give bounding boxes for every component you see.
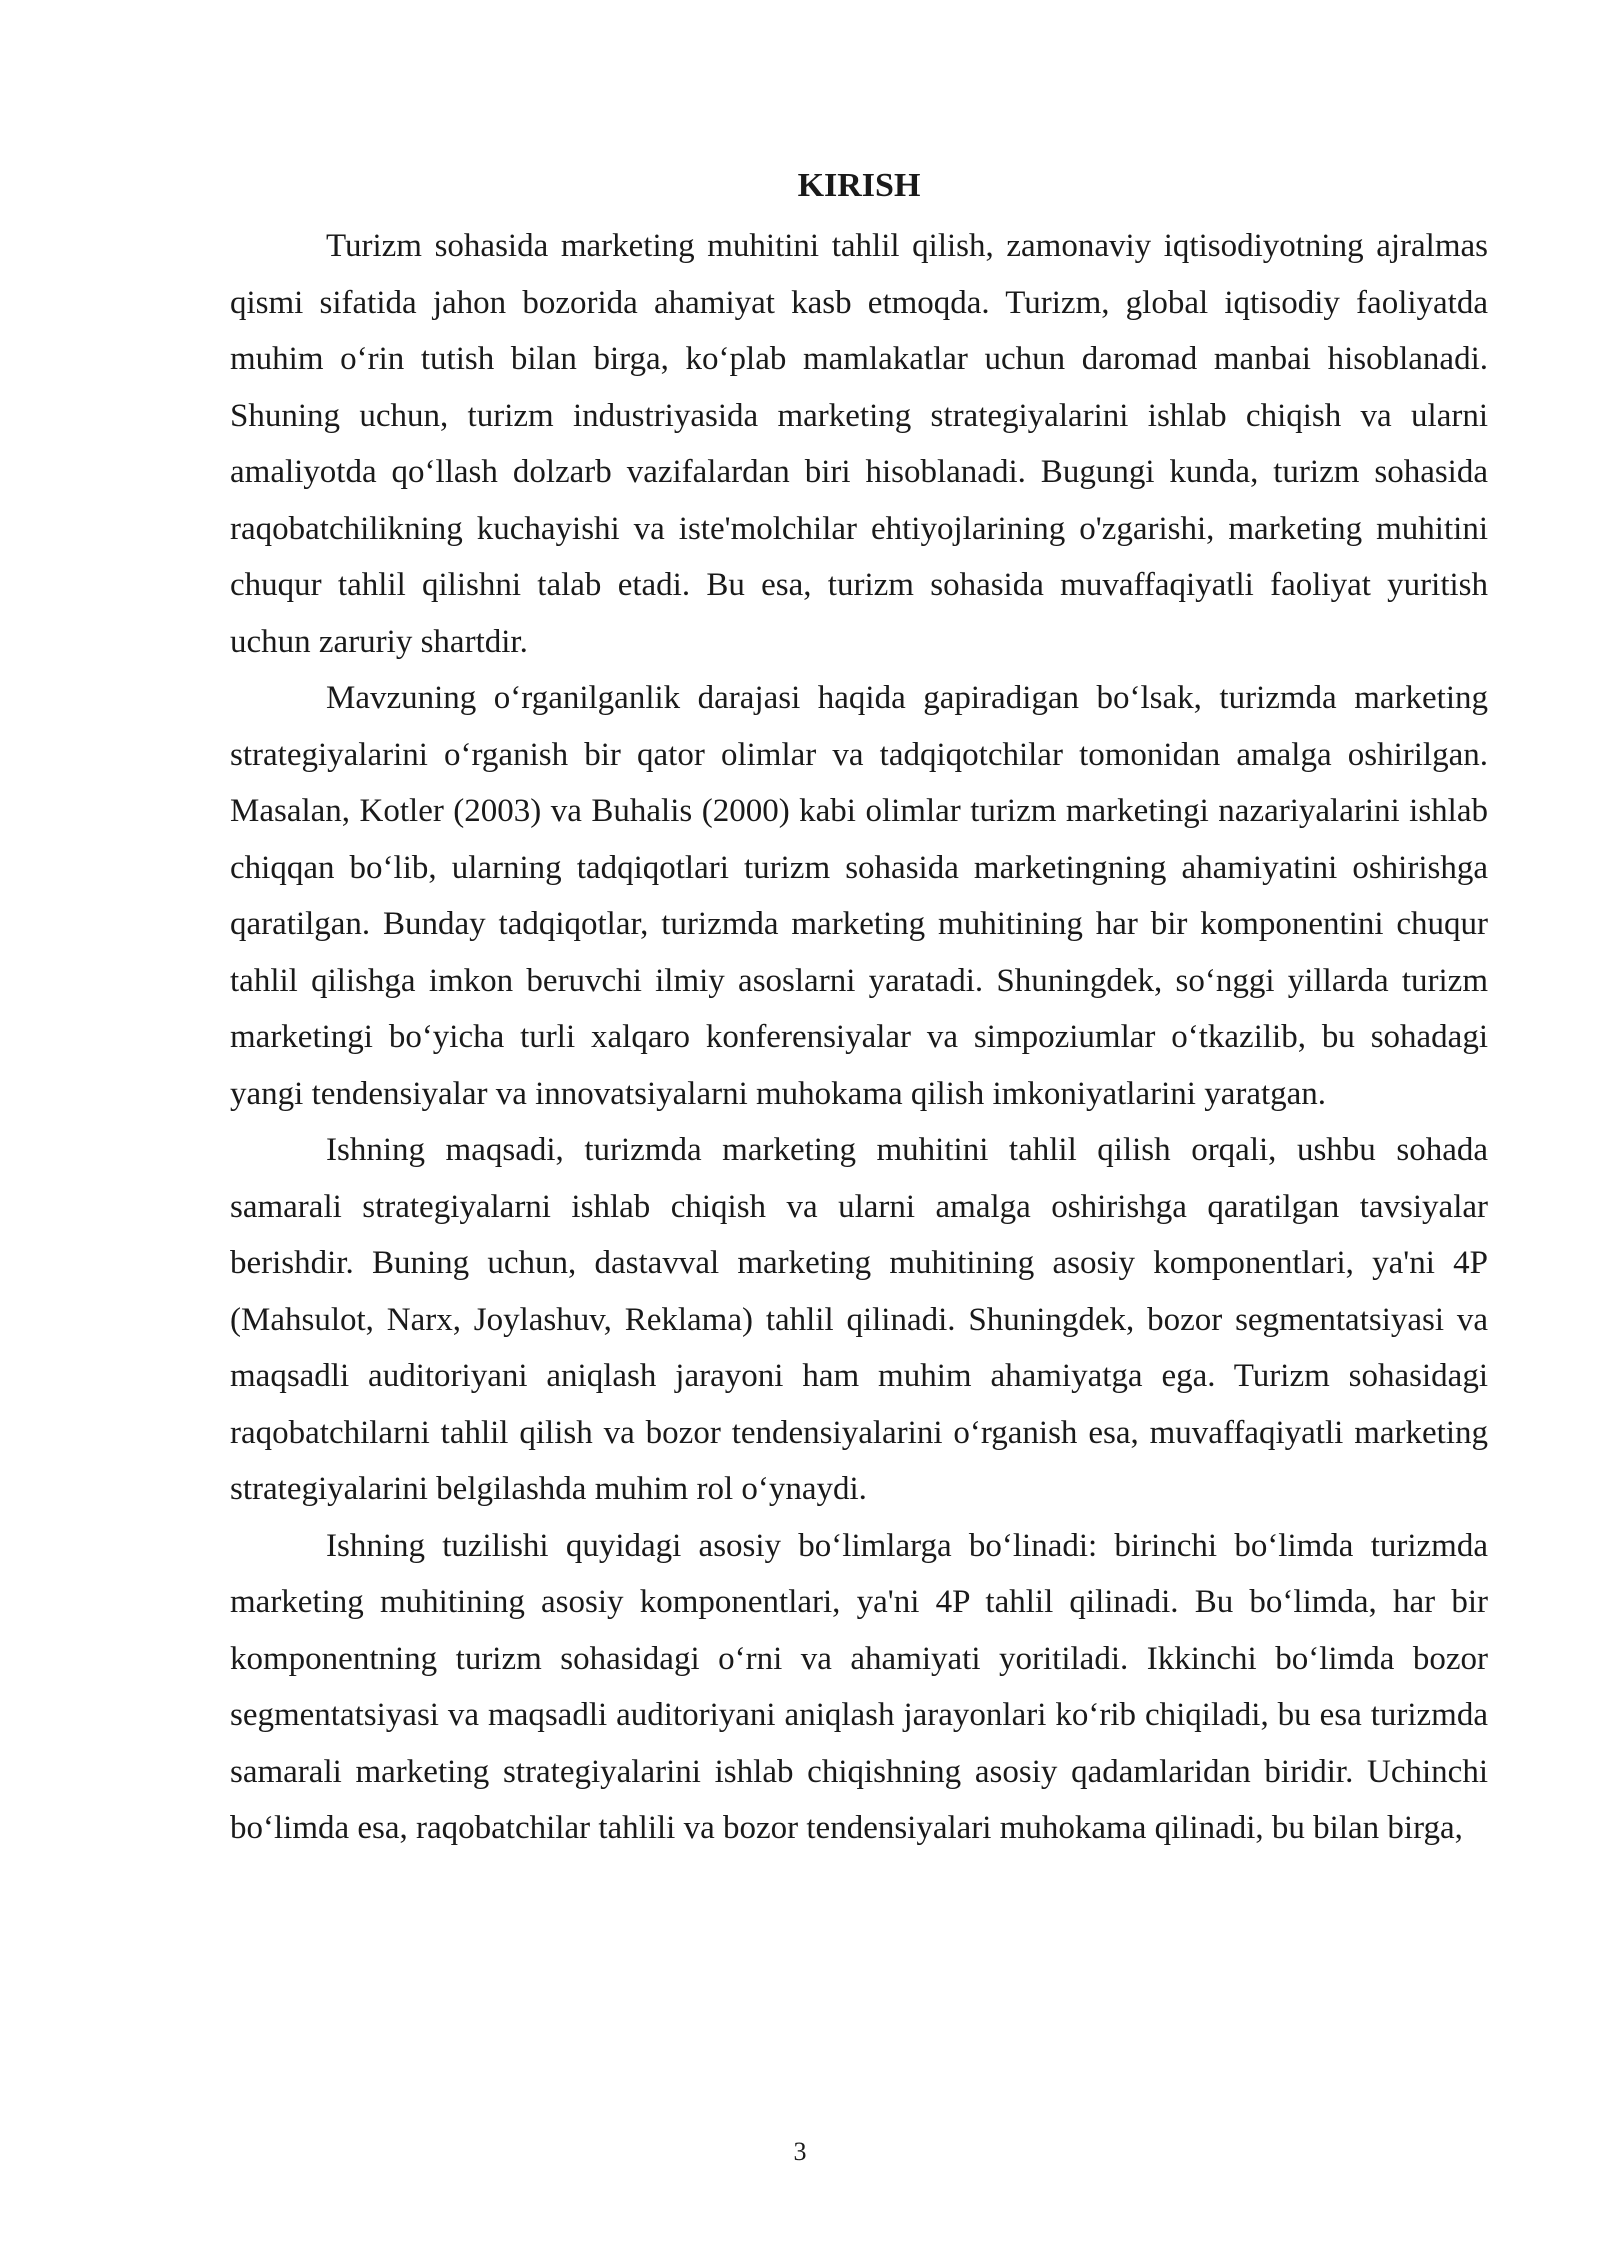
paragraph-structure: Ishning tuzilishi quyidagi asosiy bo‘limlarga bo‘linadi: birinchi bo‘limda turizmda marketing muhitining asosiy komponentlari, ya'ni 4P tahlil qilinadi. Bu bo‘limda, har bir komponentning turizm sohasidagi o‘rni va ahamiyati yoritiladi. Ikkinchi bo‘limda bozor segmentatsiyasi va maqsadli auditoriyani aniqlash jarayonlari ko‘rib chiqiladi, bu esa turizmda samarali marketing strategiyalarini ishlab chiqishning asosiy qadamlaridan biridir. Uchinchi bo‘limda esa, raqobatchilar tahlili va bozor tendensiyalari muhokama qilinadi, bu bilan birga, bbox=[230, 1527, 1488, 1846]
page-title: KIRISH bbox=[797, 167, 921, 204]
document-page bbox=[230, 160, 1488, 1857]
paragraph-literature-review: Mavzuning o‘rganilganlik darajasi haqida gapiradigan bo‘lsak, turizmda marketing strategiyalarini o‘rganish bir qator olimlar va tadqiqotchilar tomonidan amalga oshirilgan. Masalan, Kotler (2003) va Buhalis (2000) kabi olimlar turizm marketingi nazariyalarini ishlab chiqqan bo‘lib, ularning tadqiqotlari turizm sohasida marketingning ahamiyatini oshirishga qaratilgan. Bunday tadqiqotlar, turizmda marketing muhitining har bir komponentini chuqur tahlil qilishga imkon beruvchi ilmiy asoslarni yaratadi. Shuningdek, so‘nggi yillarda turizm marketingi bo‘yicha turli xalqaro konferensiyalar va simpoziumlar o‘tkazilib, bu sohadagi yangi tendensiyalar va innovatsiyalarni muhokama qilish imkoniyatlarini yaratgan. bbox=[230, 680, 1488, 1112]
page-number: 3 bbox=[793, 2137, 807, 2166]
paragraph-research-goal: Ishning maqsadi, turizmda marketing muhitini tahlil qilish orqali, ushbu sohada samarali strategiyalarni ishlab chiqish va ularni amalga oshirishga qaratilgan tavsiyalar berishdir. Buning uchun, dastavval marketing muhitining asosiy komponentlari, ya'ni 4P (Mahsulot, Narx, Joylashuv, Reklama) tahlil qilinadi. Shuningdek, bozor segmentatsiyasi va maqsadli auditoriyani aniqlash jarayoni ham muhim ahamiyatga ega. Turizm sohasidagi raqobatchilarni tahlil qilish va bozor tendensiyalarini o‘rganish esa, muvaffaqiyatli marketing strategiyalarini belgilashda muhim rol o‘ynaydi. bbox=[230, 1132, 1488, 1507]
paragraph-intro: Turizm sohasida marketing muhitini tahlil qilish, zamonaviy iqtisodiyotning ajralmas qismi sifatida jahon bozorida ahamiyat kasb etmoqda. Turizm, global iqtisodiy faoliyatda muhim o‘rin tutish bilan birga, ko‘plab mamlakatlar uchun daromad manbai hisoblanadi. Shuning uchun, turizm industriyasida marketing strategiyalarini ishlab chiqish va ularni amaliyotda qo‘llash dolzarb vazifalardan biri hisoblanadi. Bugungi kunda, turizm sohasida raqobatchilikning kuchayishi va iste'molchilar ehtiyojlarining o'zgarishi, marketing muhitini chuqur tahlil qilishni talab etadi. Bu esa, turizm sohasida muvaffaqiyatli faoliyat yuritish uchun zaruriy shartdir. bbox=[230, 228, 1488, 660]
